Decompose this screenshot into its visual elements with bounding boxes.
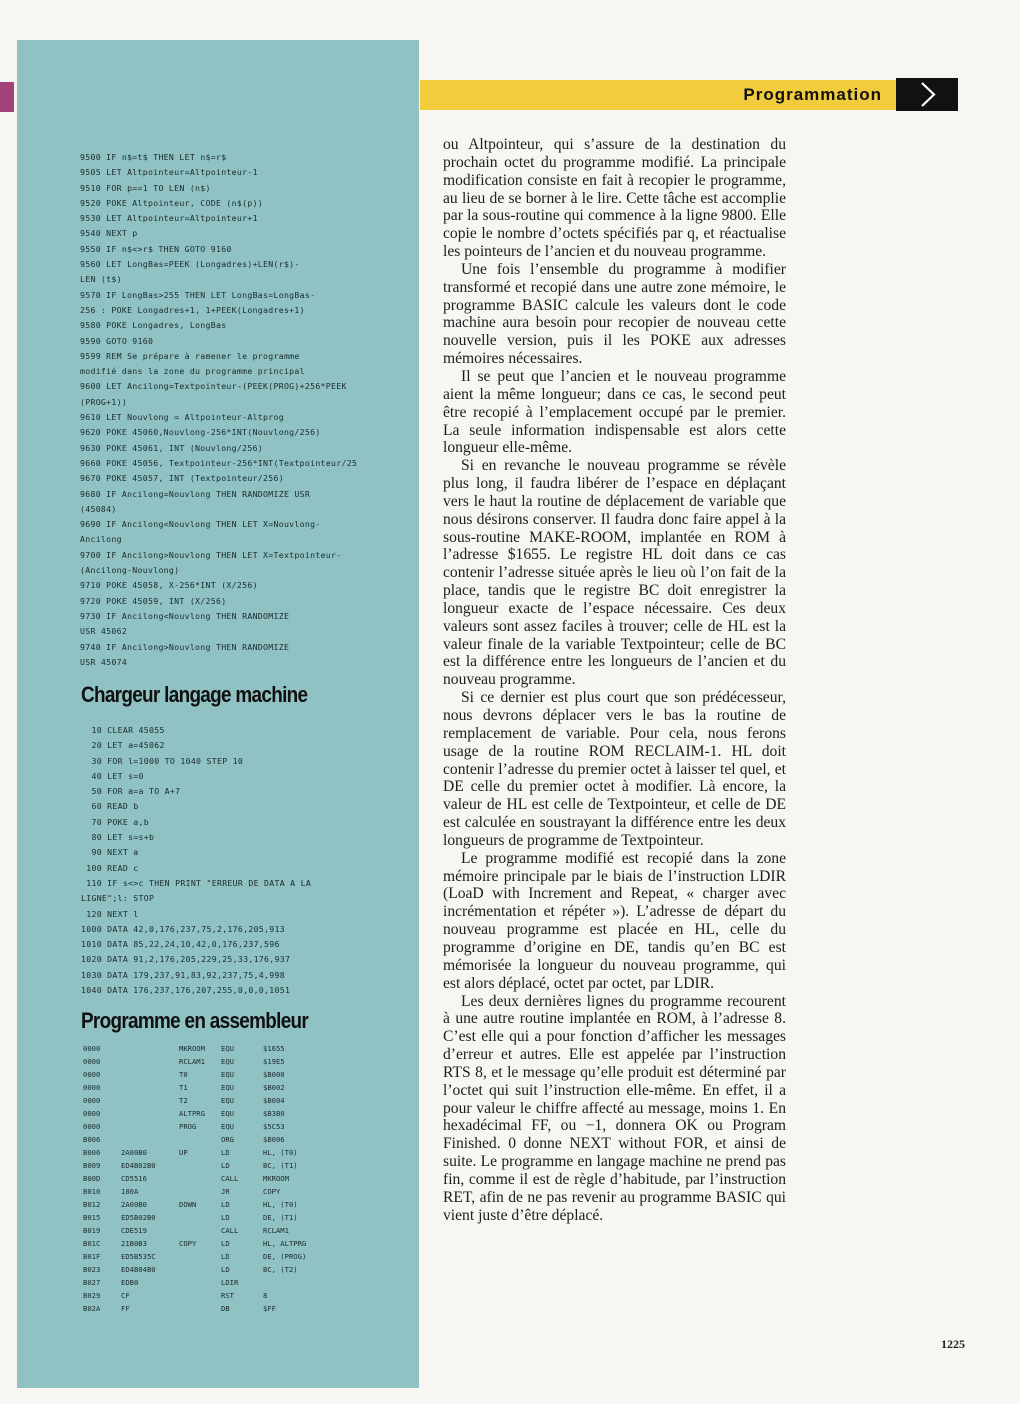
asm-opcode: CALL [221,1226,239,1235]
code-line: 9540 NEXT p [80,228,138,239]
asm-label: RCLAM1 [179,1057,205,1066]
code-line: USR 45062 [80,626,128,637]
asm-code: 180A [121,1187,139,1196]
code-line: 9599 REM Se prépare à ramener le programme [80,350,300,361]
asm-label: COPY [179,1239,197,1248]
asm-row [83,1044,419,1057]
asm-opcode: LD [221,1252,230,1261]
asm-row [83,1213,419,1226]
asm-code: ED5B535C [121,1252,156,1261]
side-tab-marker [0,82,14,112]
code-line: (PROG+1)) [80,396,128,407]
asm-address: B006 [83,1148,101,1157]
asm-operand: $B004 [263,1096,285,1105]
asm-address: B00D [83,1174,101,1183]
asm-operand: $19E5 [263,1057,285,1066]
asm-code: ED4B02B0 [121,1161,156,1170]
asm-opcode: LD [221,1161,230,1170]
asm-operand: $B002 [263,1083,285,1092]
asm-row [83,1187,419,1200]
asm-opcode: LD [221,1239,230,1248]
assembler-title: Programme en assembleur [81,1008,309,1033]
code-line: 9505 LET Altpointeur=Altpointeur-1 [80,167,258,178]
code-line: 9550 IF n$<>r$ THEN GOTO 9160 [80,243,232,254]
asm-address: B02A [83,1304,101,1313]
asm-row [83,1174,419,1187]
asm-operand: $5C53 [263,1122,285,1131]
asm-address: B01F [83,1252,101,1261]
code-line: 9570 IF LongBas>255 THEN LET LongBas=LongBas- [80,289,316,300]
asm-row [83,1096,419,1109]
code-line: 9730 IF Ancilong<Nouvlong THEN RANDOMIZE [80,610,290,621]
asm-code: CF [121,1291,130,1300]
code-line: 9600 LET Ancilong=Textpointeur-(PEEK(PROG)+256*PEEK [80,381,347,392]
code-line: modifié dans la zone du programme principal [80,366,305,377]
code-line: 9530 LET Altpointeur=Altpointeur+1 [80,213,258,224]
code-line: 9590 GOTO 9160 [80,335,154,346]
code-line: 9690 IF Ancilong<Nouvlong THEN LET X=Nouvlong- [80,519,321,530]
asm-address: B010 [83,1187,101,1196]
paragraph: Si en revanche le nouveau programme se révèle plus long, il faudra libérer de l’espace en déplaçant vers le haut la routine de déplacement de variable que nous désirons conserver. Il faudra donc faire appel à la sous-routine MAKE-ROOM, implantée en ROM à l’adresse $1655. Le registre HL doit dans ce cas contenir l’adresse située après le lieu où l’on fait de la place, tandis que le registre BC doit enregistrer la longueur exacte de l’espace nécessaire. Ces deux valeurs sont assez faciles à trouver; celle de HL est la valeur finale de la variable Textpointeur; celle de BC est la différence entre les longueurs de l’ancien et du nouveau programme. [443,457,786,689]
code-line: 9720 POKE 45059, INT (X/256) [80,595,227,606]
asm-address: 0000 [83,1044,101,1053]
asm-address: 0000 [83,1109,101,1118]
asm-operand: BC, (T1) [263,1161,298,1170]
asm-address: B009 [83,1161,101,1170]
code-line: 9740 IF Ancilong>Nouvlong THEN RANDOMIZE [80,641,290,652]
code-line: 110 IF s<>c THEN PRINT "ERREUR DE DATA A LA [81,877,312,888]
code-line: 60 READ b [81,801,139,812]
code-line: 120 NEXT l [81,908,139,919]
code-line: 10 CLEAR 45055 [81,725,165,735]
asm-address: 0000 [83,1122,101,1131]
asm-operand: HL, ALTPRG [263,1239,307,1248]
code-line: 1030 DATA 179,237,91,83,92,237,75,4,998 [81,969,285,980]
page-number: 1225 [941,1337,965,1351]
asm-code: 21B0B3 [121,1239,147,1248]
asm-operand: $B3B0 [263,1109,285,1118]
asm-operand: DE, (T1) [263,1213,298,1222]
asm-address: B006 [83,1135,101,1144]
assembler-table [83,1044,419,1317]
asm-operand: 8 [263,1291,268,1300]
section-label: Programmation [743,85,882,104]
asm-address: B01C [83,1239,101,1248]
asm-opcode: JR [221,1187,230,1196]
asm-row [83,1109,419,1122]
asm-label: T0 [179,1070,188,1079]
asm-opcode: EQU [221,1070,234,1079]
asm-opcode: LD [221,1148,230,1157]
asm-code: EDB0 [121,1278,139,1287]
asm-label: T1 [179,1083,188,1092]
asm-opcode: EQU [221,1057,234,1066]
code-line: 1020 DATA 91,2,176,205,229,25,33,176,937 [81,954,291,965]
asm-address: 0000 [83,1083,101,1092]
paragraph: Il se peut que l’ancien et le nouveau programme aient la même longueur; dans ce cas, le second peut être recopié à l’emplacement occupé par le premier. La seule information indispensable est alors cette longueur elle-même. [443,367,786,457]
loader-listing [81,723,419,998]
code-line: LEN (t$) [80,274,122,285]
asm-label: T2 [179,1096,188,1105]
code-line: 50 FOR a=a TO A+7 [81,786,181,797]
code-line: 80 LET s=s+b [81,832,155,843]
asm-opcode: LDIR [221,1278,239,1287]
code-line: 9700 IF Ancilong>Nouvlong THEN LET X=Textpointeur- [80,549,342,560]
asm-row [83,1239,419,1252]
code-line: 9620 POKE 45060,Nouvlong-256*INT(Nouvlong/256) [80,427,321,438]
asm-address: B012 [83,1200,101,1209]
asm-address: B023 [83,1265,101,1274]
asm-opcode: EQU [221,1109,234,1118]
asm-row [83,1304,419,1317]
asm-opcode: LD [221,1200,230,1209]
code-line: 9630 POKE 45061, INT (Nouvlong/256) [80,442,264,453]
asm-row [83,1278,419,1291]
code-line: 30 FOR l=1000 TO 1040 STEP 10 [81,755,244,766]
paragraph: ou Altpointeur, qui s’assure de la destination du prochain octet du programme modifié. La principale modification consiste en fait à recopier le programme, au lieu de se borner à le lire. Cette tâche est accomplie par la sous-routine qui commence à la ligne 9800. Elle copie le nombre d’octets spécifiés par q, et réactualise les pointeurs de l’ancien et du nouveau programme. [443,136,786,261]
code-line: 9510 FOR p==1 TO LEN (n$) [80,182,211,193]
code-line: 100 READ c [81,862,139,873]
asm-row [83,1148,419,1161]
code-line: 40 LET s=0 [81,770,144,781]
asm-code: CD5516 [121,1174,147,1183]
asm-operand: MKROOM [263,1174,289,1183]
asm-address: 0000 [83,1096,101,1105]
code-line: 90 NEXT a [81,847,139,858]
asm-operand: BC, (T2) [263,1265,298,1274]
asm-address: B029 [83,1291,101,1300]
paragraph: Les deux dernières lignes du programme recourent à une autre routine implantée en ROM, à l’adresse 8. C’est elle qui a pour fonction d’afficher les messages d’erreur et autres. Elle est appelée par l’instruction RTS 8, et le message qu’elle produit est déterminé par l’octet qui suit l’instruction elle-même. En effet, il a pour valeur le chiffre affecté au message, moins 1. En hexadécimal FF, ou −1, donnera OK ou Program Finished. 0 donne NEXT without FOR, et ainsi de suite. Le programme en langage machine ne prend pas fin, comme il est de règle d’habitude, par l’instruction RET, afin de ne pas revenir au programme BASIC qui vient juste d’être déplacé. [443,992,786,1224]
asm-row [83,1291,419,1304]
code-line: 20 LET a=45062 [81,740,165,751]
asm-operand: $1655 [263,1044,285,1053]
asm-row [83,1122,419,1135]
code-line: 70 POKE a,b [81,816,149,827]
code-line: 9560 LET LongBas=PEEK (Longadres)+LEN(r$)- [80,259,300,270]
asm-operand: HL, (T0) [263,1148,298,1157]
code-line: 9670 POKE 45057, INT (Textpointeur/256) [80,473,284,484]
asm-operand: DE, (PROG) [263,1252,307,1261]
code-line: 9680 IF Ancilong=Nouvlong THEN RANDOMIZE USR [80,488,311,499]
code-line: 9660 POKE 45056, Textpointeur-256*INT(Textpointeur/25 [80,457,358,468]
chevron-right-icon [896,78,958,111]
asm-address: B019 [83,1226,101,1235]
asm-label: ALTPRG [179,1109,205,1118]
asm-opcode: DB [221,1304,230,1313]
code-line: 256 : POKE Longadres+1, 1+PEEK(Longadres+1) [80,304,305,315]
asm-row [83,1135,419,1148]
asm-code: 2A00B0 [121,1148,147,1157]
asm-operand: $B000 [263,1070,285,1079]
asm-row [83,1161,419,1174]
asm-row [83,1200,419,1213]
asm-address: 0000 [83,1057,101,1066]
paragraph: Si ce dernier est plus court que son prédécesseur, nous devrons déplacer vers le bas la routine de remplacement de variable. Pour cela, nous ferons usage de la routine ROM RECLAIM-1. HL doit contenir l’adresse du premier octet à laisser tel quel, et DE celle du premier octet à modifier. Là encore, la valeur de HL est celle de Textpointeur, et celle de DE est calculée en soustrayant la différence entre les deux longueurs de programme de Textpointeur. [443,689,786,849]
asm-row [83,1083,419,1096]
code-line: 9610 LET Nouvlong = Altpointeur-Altprog [80,412,284,423]
paragraph: Le programme modifié est recopié dans la zone mémoire principale par le biais de l’instruction LDIR (LoaD with Increment and Repeat, « charger avec incrémentation et répéter »). L’adresse de départ du nouveau programme est placée en HL, celle du programme d’origine en DE, tandis qu’en BC est mémorisée la longueur du nouveau programme, qui est alors déplacé, octet par octet, par LDIR. [443,849,786,992]
code-line: Ancilong [80,534,122,545]
asm-opcode: LD [221,1213,230,1222]
basic-listing [80,150,419,670]
asm-row [83,1226,419,1239]
asm-operand: RCLAM1 [263,1226,289,1235]
code-line: 1040 DATA 176,237,176,207,255,0,0,0,1051 [81,985,291,996]
code-line: 9580 POKE Longadres, LongBas [80,320,227,331]
article-body [443,136,786,1224]
code-line: 1010 DATA 85,22,24,10,42,0,176,237,596 [81,939,280,950]
asm-code: FF [121,1304,130,1313]
code-line: USR 45074 [80,656,128,667]
code-panel [17,40,419,1388]
code-line: LIGNE";l: STOP [81,893,155,904]
asm-address: B015 [83,1213,101,1222]
asm-opcode: EQU [221,1044,234,1053]
asm-opcode: CALL [221,1174,239,1183]
asm-code: CDE519 [121,1226,147,1235]
asm-operand: HL, (T0) [263,1200,298,1209]
asm-opcode: EQU [221,1096,234,1105]
asm-row [83,1057,419,1070]
asm-row [83,1252,419,1265]
asm-code: 2A00B0 [121,1200,147,1209]
code-line: 1000 DATA 42,0,176,237,75,2,176,205,913 [81,923,285,934]
asm-address: B027 [83,1278,101,1287]
asm-opcode: ORG [221,1135,234,1144]
asm-code: ED4B04B0 [121,1265,156,1274]
section-header [420,80,896,110]
code-line: 9500 IF n$=t$ THEN LET n$=r$ [80,152,227,162]
asm-address: 0000 [83,1070,101,1079]
asm-label: DOWN [179,1200,197,1209]
paragraph: Une fois l’ensemble du programme à modifier transformé et recopié dans une autre zone mémoire, le programme BASIC calcule les valeurs dont le code machine aura besoin pour recopier de nouveau cette nouvelle version, puis il les POKE aux adresses mémoires nécessaires. [443,260,786,368]
asm-opcode: EQU [221,1083,234,1092]
code-line: (Ancilong-Nouvlong) [80,565,180,576]
code-line: 9710 POKE 45058, X-256*INT (X/256) [80,580,258,591]
asm-opcode: EQU [221,1122,234,1131]
asm-operand: $B006 [263,1135,285,1144]
asm-operand: $FF [263,1304,276,1313]
asm-code: ED5B02B0 [121,1213,156,1222]
loader-title: Chargeur langage machine [81,682,308,707]
code-line: 9520 POKE Altpointeur, CODE (n$(p)) [80,197,264,208]
asm-opcode: RST [221,1291,234,1300]
asm-label: MKROOM [179,1044,205,1053]
asm-operand: COPY [263,1187,281,1196]
asm-opcode: LD [221,1265,230,1274]
asm-label: UP [179,1148,188,1157]
asm-label: PROG [179,1122,197,1131]
code-line: (45084) [80,503,117,514]
asm-row [83,1070,419,1083]
asm-row [83,1265,419,1278]
